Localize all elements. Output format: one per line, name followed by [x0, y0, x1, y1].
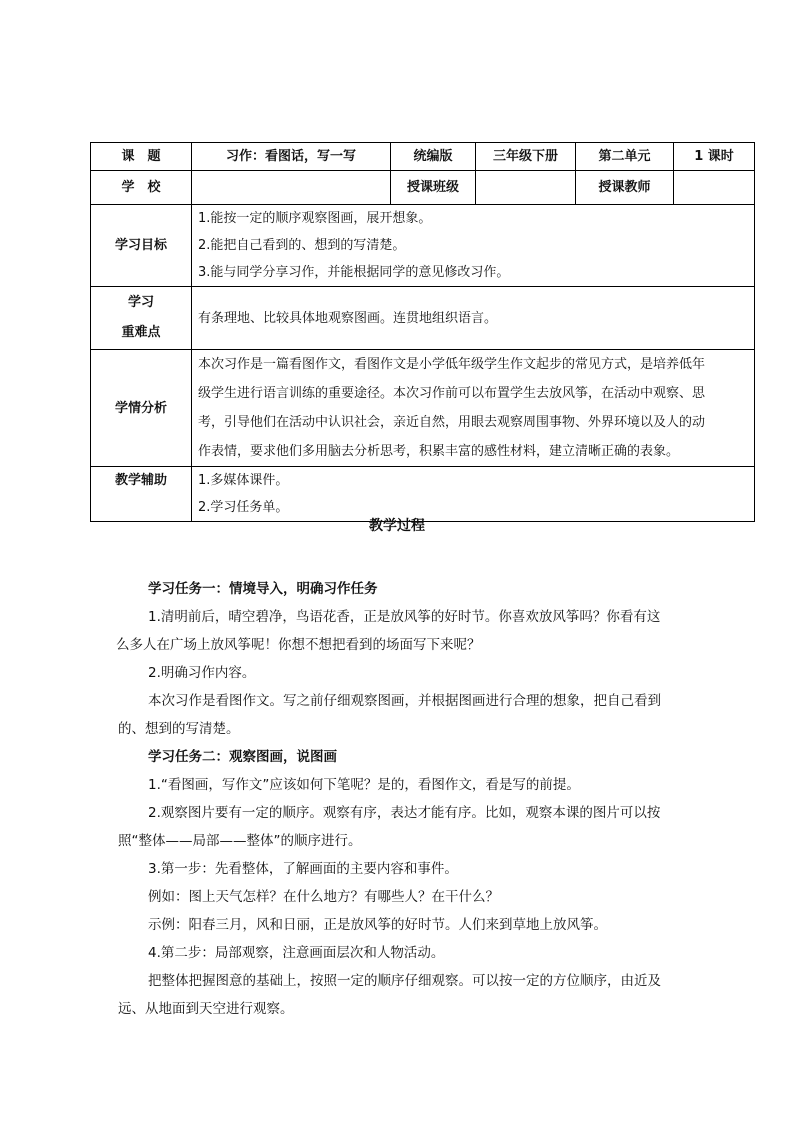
aids-content [192, 467, 755, 522]
paragraph: 1.清明前后，晴空碧净，鸟语花香，正是放风筝的好时节。你喜欢放风筝吗？你看有这 [148, 609, 661, 625]
analysis-content: 本次习作是一篇看图作文，看图作文是小学低年级学生作文起步的常见方式，是培养低年 级学生进行语言训练的重要途径。本次习作前可以布置学生去放风筝，在活动中观察、思 考，引导他们在活动中认识社会，亲近自然，用眼去观察周围事物、外界环境以及人的动 作表情，要求他们多用脑去分析思考，积累丰富的感性材料，建立清晰正确的表象。 [192, 350, 755, 467]
school-label: 学 校 [91, 171, 192, 205]
lesson-plan-table [90, 142, 755, 522]
table-row [91, 205, 755, 287]
table-row [91, 467, 755, 522]
table-row [91, 287, 755, 350]
paragraph: 远、从地面到天空进行观察。 [118, 1001, 294, 1017]
paragraph: 2.观察图片要有一定的顺序。观察有序，表达才能有序。比如，观察本课的图片可以按 [148, 805, 661, 821]
aids-label: 教学辅助 [91, 467, 192, 522]
table-row [91, 350, 755, 467]
grade-value: 三年级下册 [476, 143, 576, 171]
topic-label: 课 题 [91, 143, 192, 171]
task1-title: 学习任务一：情境导入，明确习作任务 [148, 581, 378, 597]
paragraph: 3.第一步：先看整体，了解画面的主要内容和事件。 [148, 861, 458, 877]
topic-value: 习作：看图话，写一写 [192, 143, 391, 171]
goals-label: 学习目标 [91, 205, 192, 287]
goals-content [192, 205, 755, 287]
edition-value: 统编版 [391, 143, 476, 171]
goal-item: 3.能与同学分享习作，并能根据同学的意见修改习作。 [198, 265, 510, 280]
paragraph: 例如：图上天气怎样？在什么地方？有哪些人？在干什么？ [148, 889, 499, 905]
process-title: 教学过程 [369, 518, 425, 534]
analysis-label: 学情分析 [91, 350, 192, 467]
table-row [91, 171, 755, 205]
paragraph: 本次习作是看图作文。写之前仔细观察图画，并根据图画进行合理的想象，把自己看到 [148, 693, 661, 709]
paragraph: 4.第二步：局部观察，注意画面层次和人物活动。 [148, 945, 445, 961]
teacher-value [674, 171, 755, 205]
paragraph: 把整体把握图意的基础上，按照一定的顺序仔细观察。可以按一定的方位顺序，由近及 [148, 973, 661, 989]
goal-item: 2.能把自己看到的、想到的写清楚。 [198, 238, 406, 253]
hours-value: 1 课时 [674, 143, 755, 171]
class-label: 授课班级 [391, 171, 476, 205]
paragraph: 2.明确习作内容。 [148, 665, 256, 681]
aid-item: 2.学习任务单。 [198, 500, 289, 515]
process-body [116, 575, 754, 1023]
school-value [192, 171, 391, 205]
paragraph: 照“整体——局部——整体”的顺序进行。 [118, 833, 362, 849]
teacher-label: 授课教师 [576, 171, 674, 205]
task2-title: 学习任务二：观察图画，说图画 [148, 749, 337, 765]
paragraph: 么多人在广场上放风筝呢！你想不想把看到的场面写下来呢？ [116, 637, 481, 653]
table-row [91, 143, 755, 171]
goal-item: 1.能按一定的顺序观察图画，展开想象。 [198, 211, 432, 226]
key-points-content: 有条理地、比较具体地观察图画。连贯地组织语言。 [192, 287, 755, 350]
paragraph: 1.“看图画，写作文”应该如何下笔呢？是的，看图作文，看是写的前提。 [148, 777, 580, 793]
key-points-label: 学习 重难点 [91, 287, 192, 350]
paragraph: 的、想到的写清楚。 [118, 721, 240, 737]
aid-item: 1.多媒体课件。 [198, 473, 289, 488]
paragraph: 示例：阳春三月，风和日丽，正是放风筝的好时节。人们来到草地上放风筝。 [148, 917, 607, 933]
class-value [476, 171, 576, 205]
unit-value: 第二单元 [576, 143, 674, 171]
